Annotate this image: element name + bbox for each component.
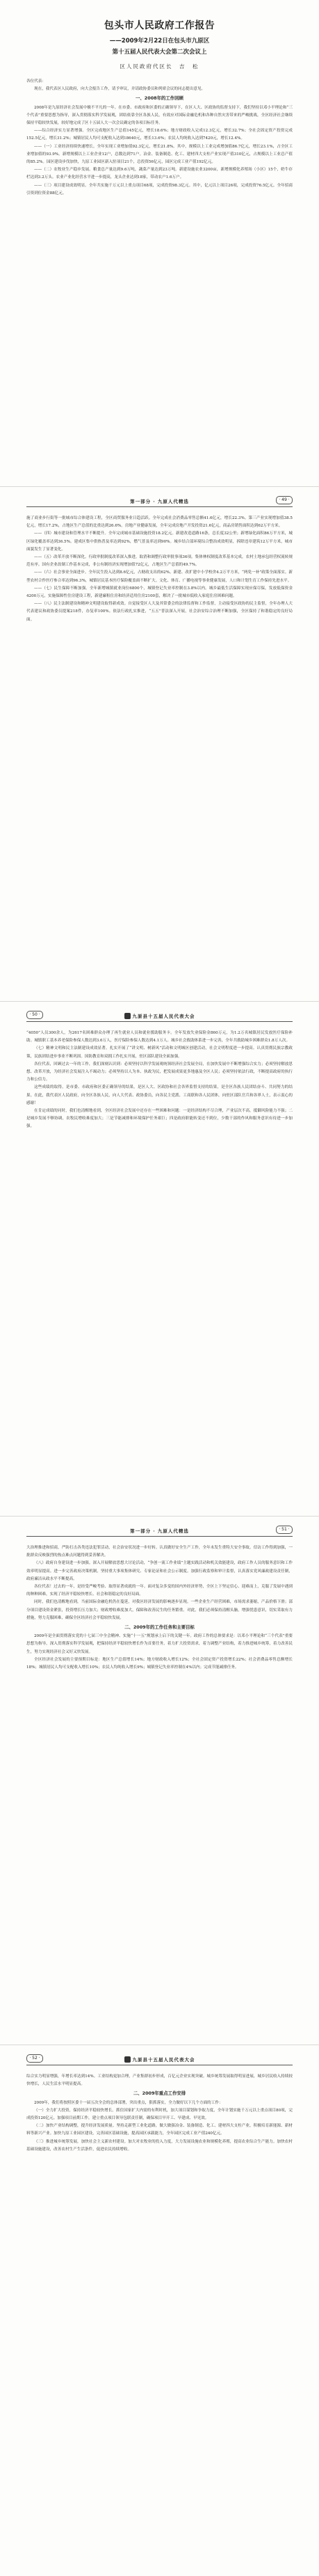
page-number: · 49 · — [276, 496, 293, 504]
body-paragraph: ——（八）民主法制建设和精神文明建设取得新成效。自觉接受区人大及其常委会的法律监督和工作监督，主动接受区政协的民主监督，全年办理人大代表建议和政协委员提案218件，办复率100%。依法行政扎实推进，“五五”普法深入开展，社会治安综合治理不断加强，全区保持了和谐稳定的良好局面。 — [26, 602, 293, 622]
body-paragraph: 这些成绩的取得，是市委、市政府和区委正确领导的结果，是区人大、区政协和社会各界监督支持的结果，是全区各族人民团结奋斗、共同努力的结果。在此，我代表区人民政府，向全区各族人民，向人大代表、政协委员，向各民主党派、工商联和各人民团体，向驻区部队官兵和各界人士，表示衷心的感谢！ — [26, 1085, 293, 1105]
intro-paragraph: 现在，我代表区人民政府，向大会报告工作，请予审议，并请政协委员和列席会议的同志提出意见。 — [34, 87, 206, 92]
document-subtitle-date: ——2009年2月22日在包头市九原区 — [109, 38, 210, 45]
publisher-line: 九原县十五届人民代表大会 — [26, 1013, 293, 1020]
section-heading: 二、2009年重点工作安排 — [133, 2090, 186, 2097]
running-header-title: 第一部分 · 九原人代精选 — [130, 499, 189, 504]
page-2-body — [26, 515, 293, 624]
body-paragraph: ——（四）城市建设和管理水平不断提升。全年完成城市基础设施投资18.2亿元。新建改造道路16条，总长度32公里；新增绿化面积86万平方米，城区绿化覆盖率达到36.5%。建成区集中供热普及率达到92%，燃气普及率达到90%。城乡结合部环境综合整治成效明显，拆除违章建筑12万平方米，城市面貌发生了显著变化。 — [26, 531, 293, 552]
publisher-logo-icon — [124, 1013, 131, 1019]
page-number: · 51 · — [276, 1526, 293, 1534]
body-paragraph: 各位代表！过去的一年，是经受严峻考验、取得显著成就的一年。面对复杂多变的国内外经济形势，全区上下坚定信心、迎难而上，克服了发展中遇到的种种困难，实现了经济平稳较快增长、社会和谐稳定的良好局面。 — [26, 1585, 293, 1597]
running-header — [26, 497, 293, 507]
body-paragraph: 综合实力明显增强，年增长率达到14%。工业结构更加合理，产业集群初步形成，百亿元企业实现突破。城乡统筹发展取得明显进展，城乡居民收入持续较快增长，人民生活水平明显提高。 — [26, 2074, 293, 2087]
running-header — [26, 1011, 293, 1022]
running-header — [26, 1526, 293, 1537]
body-paragraph: “4050”人员300余人，为2617名困难群众办理了再生就业人员和就业援助服务卡。全年发放失业保险金860万元，为1.2万名城镇居民发放医疗保险补助。城镇职工基本养老保险参保人数达到3.6万人，医疗保险参保人数达到4.1万人。城乡社会救助体系进一步完善，全年共救助城乡困难群众1.8万人次。 — [26, 1031, 293, 1043]
body-paragraph: ——（二）农牧业生产稳步发展。粮食总产量达到9.6万吨，蔬菜产量达到23万吨。新建设施农业3200亩，新增规模化养殖场（小区）15个，奶牛存栏达到3.2万头。农业产业化经营水平进一步提高，龙头企业达到18家，带动农户1.6万户。 — [26, 168, 293, 180]
body-paragraph: ——（七）民生保障不断加强。全年新增城镇就业岗位6800个，城镇登记失业率控制在3.8%以内。城乡最低生活保障实现应保尽保，发放低保资金4200万元。实施保障性住房建设工程，新建廉租住房和经济适用住房2100套，解决了一批城市低收入家庭住房困难问题。 — [26, 586, 293, 599]
document-author: 区人民政府代区长 吉 松 — [120, 63, 199, 70]
report-page-3 — [0, 1002, 319, 1517]
page-3-body — [26, 1030, 293, 1131]
publisher-line: 九原县十五届人民代表大会 — [26, 2056, 293, 2063]
page-1-body — [26, 78, 293, 198]
body-paragraph: ——（五）改革开放不断深化。行政审批制度改革深入推进，取消和调整行政审批事项36项。集体林权制度改革基本完成，农村土地承包经营权流转规范有序。国有企业改制工作基本完成，非公有制经济实现增加值72亿元，占地区生产总值的49.7%。 — [26, 555, 293, 568]
report-page-4 — [0, 1517, 319, 2045]
body-paragraph: 2008年是九原经济社会发展中极不平凡的一年。在市委、市政府和区委的正确领导下，在区人大、区政协的监督支持下，我们坚持以邓小平理论和“三个代表”重要思想为指导，深入贯彻落实科学发展观，团结依靠全区各族人民，有效应对国际金融危机和各种自然灾害带来的严峻挑战，全区经济社会继续保持平稳较快发展，较好地完成了区十五届人大一次会议确定的各项目标任务。 — [26, 105, 293, 126]
body-paragraph: ——（三）项目建设成效明显。全年共实施千万元以上重点项目68项，完成投资98.3亿元。其中，亿元以上项目26项，完成投资76.5亿元。全年招商引资到位资金88亿元。 — [26, 183, 293, 195]
body-paragraph: 全区经济社会发展的主要预期目标是：地区生产总值增长14%；地方财政收入增长12%；全社会固定资产投资增长22%；社会消费品零售总额增长18%；城镇居民人均可支配收入增长10%；农民人均纯收入增长9%；城镇登记失业率控制在4%以内；完成节能减排任务。 — [26, 1657, 293, 1670]
report-page-2 — [0, 487, 319, 1002]
page-number: · 50 · — [26, 1011, 43, 1019]
section-heading: 一、2008年的工作回顾 — [136, 95, 183, 102]
report-page-5 — [0, 2045, 319, 2576]
page-5-body — [26, 2073, 293, 2154]
body-paragraph: （二）加快产业结构调整，提升经济发展质量。坚持走新型工业化道路，做大做强冶金、装备制造、化工、建材四大支柱产业，积极培育新能源、新材料等新兴产业。加快九原工业园区建设，完善园区基础设施，提高园区承载能力，全年园区完成工业产值240亿元。 — [26, 2124, 293, 2136]
section-heading: 二、2009年的工作任务和主要目标 — [124, 1624, 195, 1631]
document-title: 包头市人民政府工作报告 — [104, 20, 215, 31]
salutation: 各位代表： — [26, 79, 46, 83]
body-paragraph: 施了商业步行街等一批城市综合体建设工程，全区商贸服务业日趋活跃。全年完成社会消费品零售总额41.6亿元，增长22.3%。第三产业实现增加值38.5亿元，增长17.2%，占地区生产总值的比重达到26.6%。房地产业健康发展，全年完成房地产开发投资21.6亿元，商品房销售面积达到62万平方米。 — [26, 516, 293, 529]
body-paragraph: 2009年是全面贯彻落实党的十七届三中全会精神、实施“十一五”规划承上启下的关键一年。政府工作的总体要求是：以邓小平理论和“三个代表”重要思想为指导，深入贯彻落实科学发展观，把保持经济平稳较快增长作为首要任务，着力扩大投资需求，着力调整产业结构，着力推进城乡统筹，着力改善民生，努力实现经济社会又好又快发展。 — [26, 1634, 293, 1654]
body-paragraph: （八）政府自身建设进一步加强。深入开展解放思想大讨论活动，“争创一流工作业绩”主题实践活动和机关效能建设，政府工作人员的服务意识和工作效率明显提高。进一步完善政府决策机制，坚持重大事项集体研究、专家论证和社会公示制度。加强行政监察和审计监督，认真落实党风廉政建设责任制，政府廉洁从政水平不断提高。 — [26, 1561, 293, 1581]
body-paragraph: （七）精神文明和民主法制建设成效显著。扎实开展了“讲文明、树新风”活动和文明城区创建活动，社会文明程度进一步提高。认真贯彻民族宗教政策，民族团结进步事业不断巩固。国防教育和双拥工作扎实开展，驻区部队建设全面加强。 — [26, 1046, 293, 1059]
page-4-body — [26, 1544, 293, 1672]
body-paragraph: 大治理推进和招商，严防打击各类违法犯罪活动，社会治安状况进一步好转。认真做好安全生产工作，全年未发生重特大安全事故。信访工作得到加强，一批群众反映强烈的热点难点问题得到妥善解决。 — [26, 1546, 293, 1558]
body-paragraph: ——（六）社会事业全面进步。全年民生投入达到8.6亿元，占财政支出的62%。新建、改扩建中小学校舍4.2万平方米，“两免一补”政策全面落实。新型农村合作医疗参合率达到96.3%，城镇居民基本医疗保险覆盖面不断扩大。文化、体育、广播电视等事业健康发展，人口和计划生育工作保持先进水平。 — [26, 570, 293, 583]
body-paragraph: 各位代表，回顾过去一年的工作，我们深刻认识到：必须坚持以科学发展观统领经济社会发展全局，在加快发展中不断增强综合实力；必须坚持解放思想、改革开放，为经济社会发展注入不竭动力；必须坚持以人为本、执政为民，把发展成果更多地惠及全区人民；必须坚持依法行政，不断提高政府的执行力和公信力。 — [26, 1062, 293, 1082]
body-paragraph: 在肯定成绩的同时，我们也清醒地看到，全区经济社会发展中还存在一些困难和问题：一是经济结构不尽合理，产业层次不高，抵御风险能力不强；二是城乡发展不够协调，农牧民增收难度加大；三是节能减排和环境保护任务艰巨；四是政府职能转变还不到位，少数干部的作风和服务意识有待进一步加强。 — [26, 1109, 293, 1129]
body-paragraph: 2009年，我们将按照区委十一届五次全会的总体部署，突出重点，狠抓落实，全力做好以下几个方面的工作： — [34, 2100, 223, 2105]
report-page-1 — [0, 0, 319, 487]
running-header-title: 第一部分 · 九原人代精选 — [130, 1528, 189, 1534]
body-paragraph: ——（一）工业经济持续快速增长。全年实现工业增加值92.3亿元，增长21.8%。其中，规模以上工业完成增加值86.7亿元，增长23.1%，占全区工业增加值的93.9%。新增规模以上工业企业12户，总数达到71户。冶金、装备制造、化工、建材四大支柱产业实现产值310亿元，占规模以上工业总产值的85.2%。园区建设步伐加快，九原工业园区新入驻项目21个，总投资56亿元，园区完成工业产值192亿元。 — [26, 144, 293, 165]
publisher-logo-icon — [124, 2056, 131, 2063]
body-paragraph: 同时，我们也清醒地看到，当前国际金融危机仍在蔓延，对我区经济发展的影响逐步显现。一些企业生产经营困难，市场需求萎缩，产品价格下滑；部分项目建设资金紧张，投资增长压力加大；财政增收难度加大，保障和改善民生的任务繁重。对此，我们必须保持清醒头脑，增强忧患意识，切实采取有力措施，努力克服困难，确保全区经济社会平稳较快发展。 — [26, 1600, 293, 1620]
document-subtitle-meeting: 第十五届人民代表大会第二次会议上 — [112, 49, 207, 56]
body-paragraph: （三）推进城乡统筹发展，加快社会主义新农村建设。加大对农牧业的投入力度，大力发展设施农业和规模化养殖，提高农业综合生产能力。加快农村基础设施建设，改善农村生产生活条件，促进农民持续增收。 — [26, 2139, 293, 2152]
page-number: · 52 · — [26, 2054, 43, 2063]
body-paragraph: （一）全力扩大投资，保持经济平稳较快增长。抓住国家扩大内需的有利时机，加大项目谋划和争取力度，全年计划实施千万元以上重点项目80项，完成投资120亿元。加强项目前期工作，建立重点项目领导包联责任制，确保项目早开工、早建成、早见效。 — [26, 2108, 293, 2121]
running-header — [26, 2055, 293, 2065]
body-paragraph: ——综合经济实力显著增强。全区完成地区生产总值145亿元，增长18.6%；地方财政收入完成12.3亿元，增长32.7%；全社会固定资产投资完成152.5亿元，增长31.2%；城镇居民人均可支配收入达到18640元，增长13.6%；农民人均纯收入达到7420元，增长12.4%。 — [26, 129, 293, 141]
